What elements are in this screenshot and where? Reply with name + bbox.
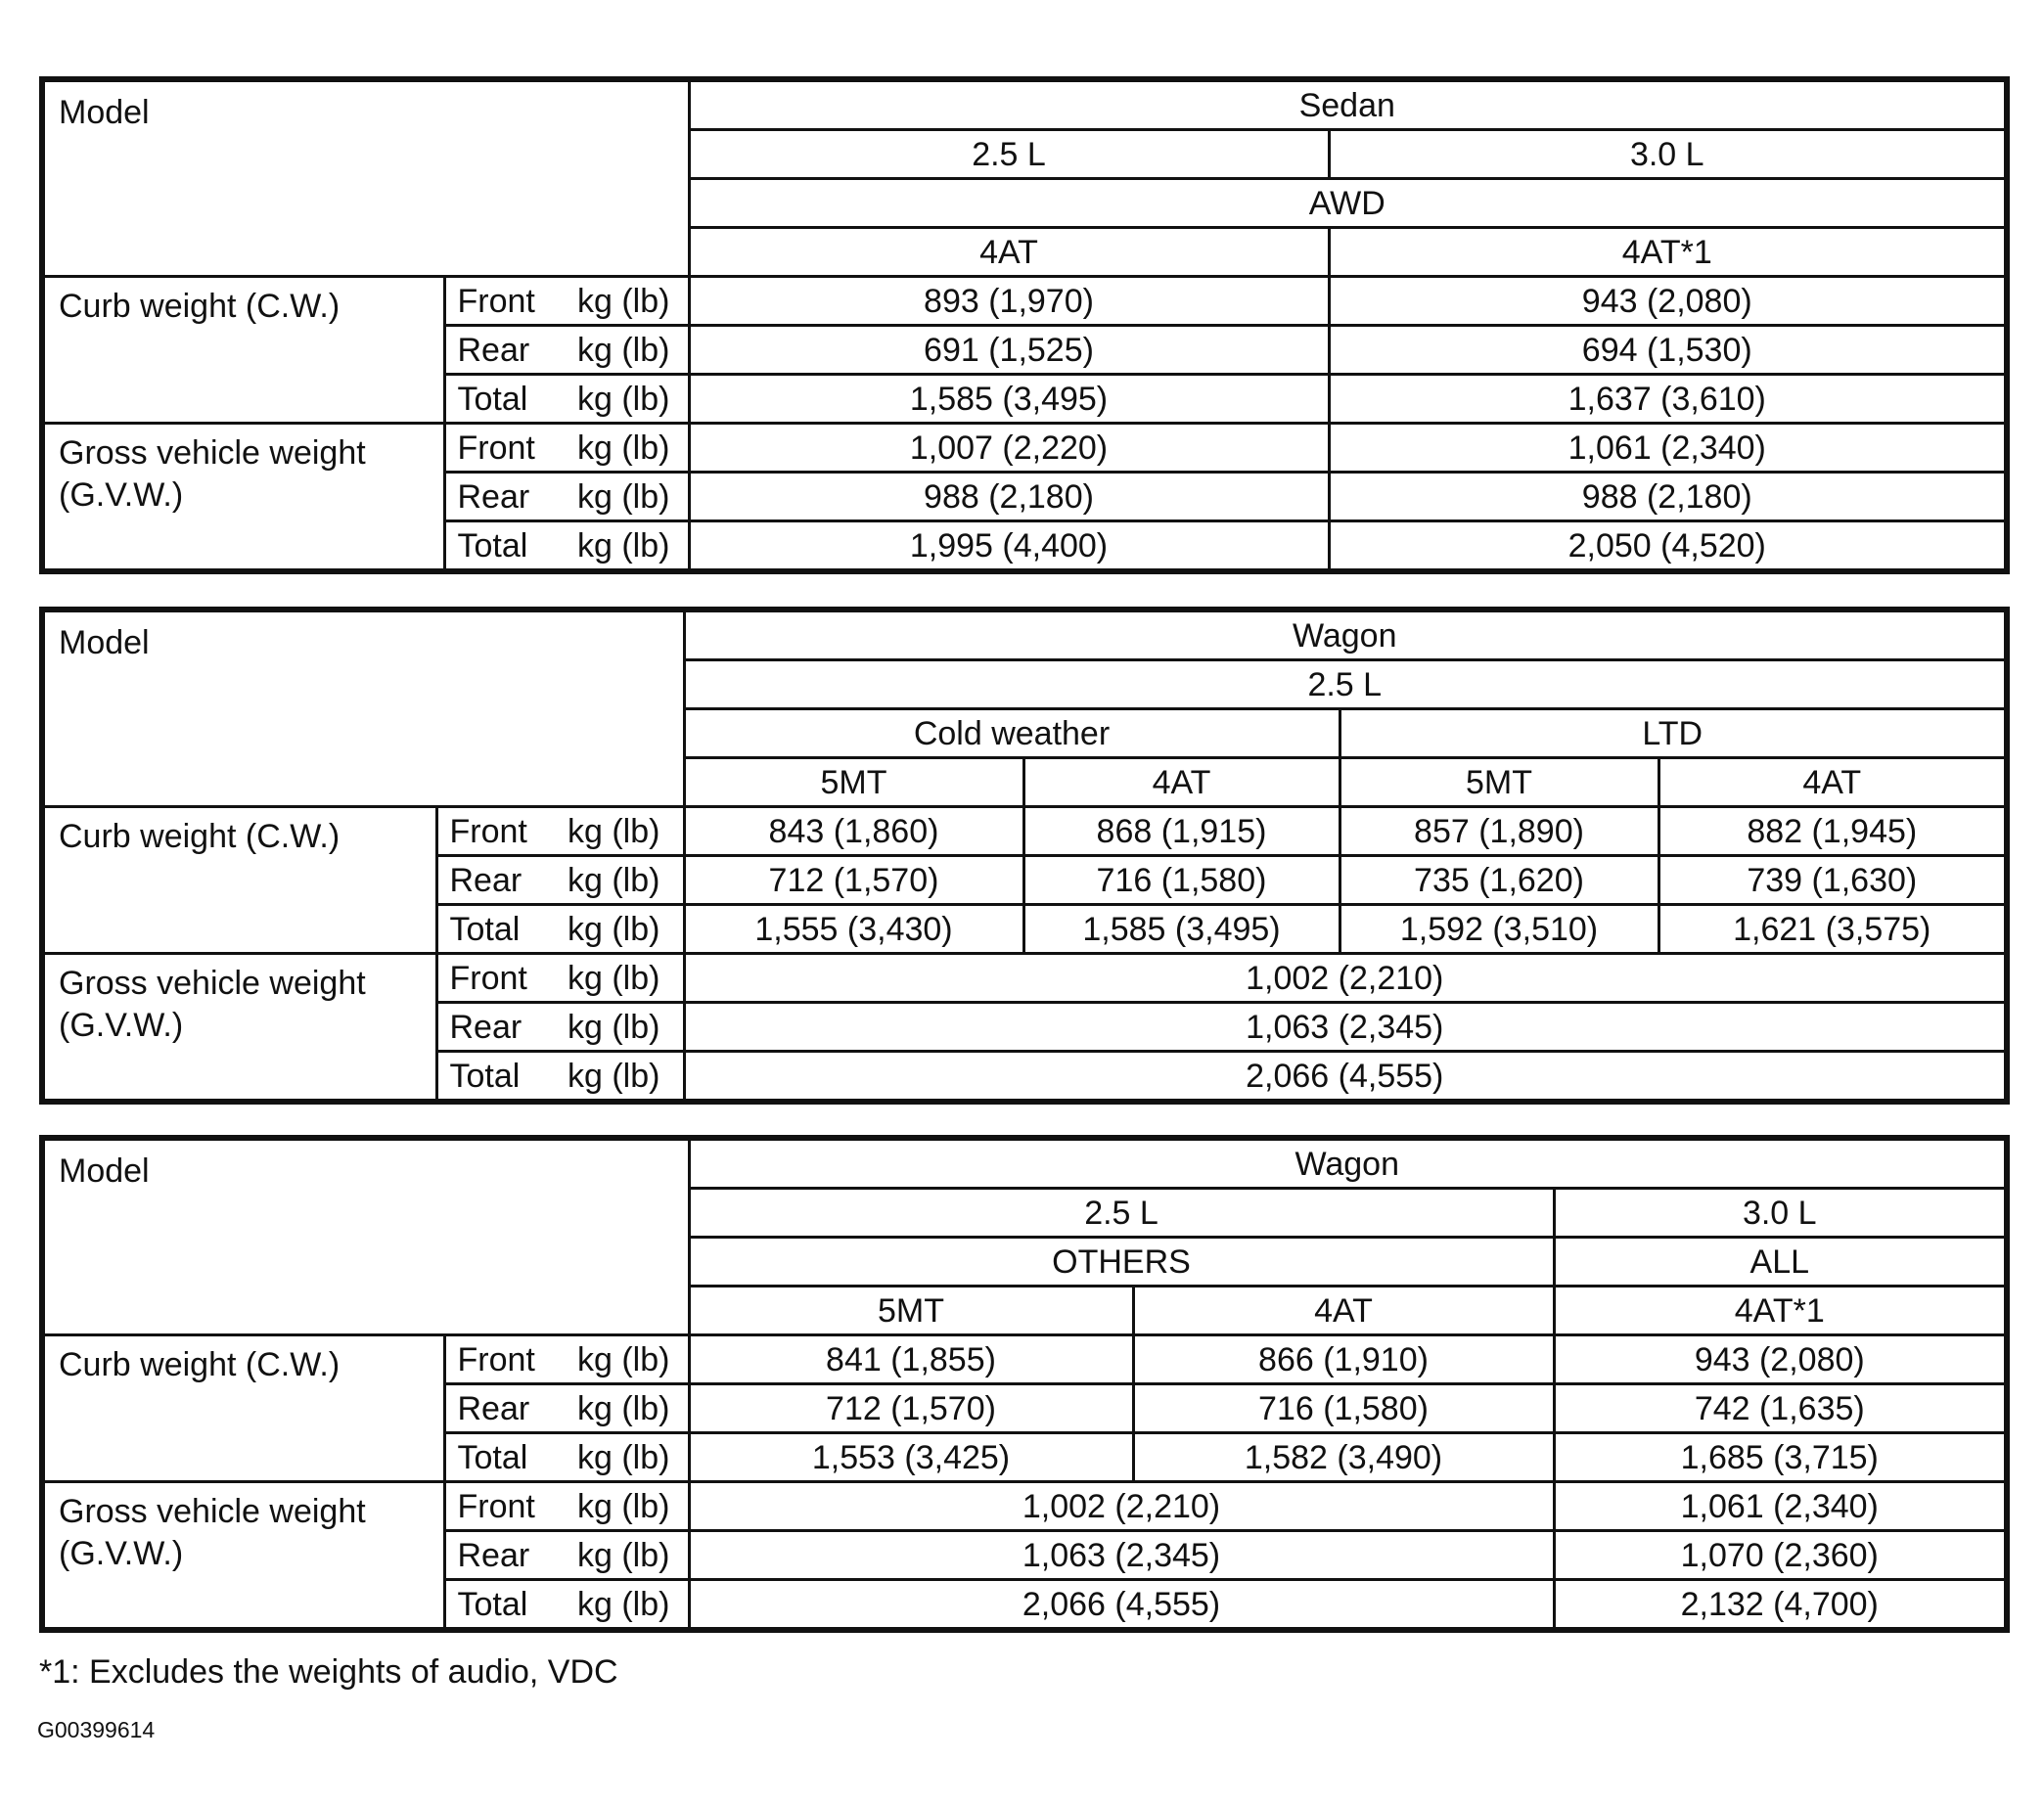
- value-cell: 943 (2,080): [1554, 1335, 2007, 1384]
- drive-header: AWD: [689, 179, 2007, 228]
- sedan-weight-table: [39, 76, 2010, 574]
- wagon-engine-weight-table: [39, 1135, 2010, 1633]
- figure-code: G00399614: [37, 1717, 156, 1742]
- unit-label: kg (lb): [571, 1531, 689, 1580]
- value-cell: 716 (1,580): [1133, 1384, 1554, 1433]
- position-label: Rear: [444, 473, 571, 521]
- body-type-header: Wagon: [689, 1138, 2007, 1189]
- value-cell: 1,063 (2,345): [684, 1003, 2007, 1052]
- value-cell: 843 (1,860): [684, 807, 1023, 856]
- position-label: Rear: [436, 856, 562, 905]
- body-type-header: Wagon: [684, 610, 2007, 660]
- value-cell: 735 (1,620): [1340, 856, 1658, 905]
- value-cell: 1,070 (2,360): [1554, 1531, 2007, 1580]
- transmission-header: 5MT: [689, 1287, 1133, 1335]
- table-row: [42, 807, 2007, 856]
- position-label: Total: [444, 1433, 571, 1482]
- body-type-header: Sedan: [689, 79, 2007, 130]
- position-label: Rear: [444, 326, 571, 375]
- value-cell: 1,007 (2,220): [689, 424, 1329, 473]
- unit-label: kg (lb): [571, 473, 689, 521]
- value-cell: 1,002 (2,210): [689, 1482, 1554, 1531]
- transmission-header: 4AT: [1133, 1287, 1554, 1335]
- transmission-header: 4AT: [1023, 758, 1340, 807]
- position-label: Total: [444, 1580, 571, 1631]
- table-row: [42, 424, 2007, 473]
- engine-header: 3.0 L: [1329, 130, 2007, 179]
- position-label: Total: [444, 521, 571, 572]
- value-cell: 893 (1,970): [689, 277, 1329, 326]
- value-cell: 988 (2,180): [689, 473, 1329, 521]
- unit-label: kg (lb): [571, 1482, 689, 1531]
- unit-label: kg (lb): [571, 1580, 689, 1631]
- gvw-label: Gross vehicle weight (G.V.W.): [42, 954, 436, 1103]
- value-cell: 1,995 (4,400): [689, 521, 1329, 572]
- value-cell: 1,061 (2,340): [1554, 1482, 2007, 1531]
- value-cell: 866 (1,910): [1133, 1335, 1554, 1384]
- table-row: [42, 79, 2007, 130]
- value-cell: 1,585 (3,495): [1023, 905, 1340, 954]
- position-label: Rear: [444, 1531, 571, 1580]
- value-cell: 1,555 (3,430): [684, 905, 1023, 954]
- value-cell: 739 (1,630): [1658, 856, 2007, 905]
- position-label: Front: [444, 424, 571, 473]
- position-label: Front: [444, 1335, 571, 1384]
- value-cell: 1,063 (2,345): [689, 1531, 1554, 1580]
- table-row: [42, 954, 2007, 1003]
- unit-label: kg (lb): [571, 1384, 689, 1433]
- transmission-header: 5MT: [1340, 758, 1658, 807]
- unit-label: kg (lb): [562, 1052, 684, 1103]
- value-cell: 857 (1,890): [1340, 807, 1658, 856]
- position-label: Rear: [444, 1384, 571, 1433]
- unit-label: kg (lb): [562, 807, 684, 856]
- unit-label: kg (lb): [571, 521, 689, 572]
- position-label: Total: [436, 905, 562, 954]
- grade-header: LTD: [1340, 709, 2007, 758]
- value-cell: 1,553 (3,425): [689, 1433, 1133, 1482]
- position-label: Total: [444, 375, 571, 424]
- position-label: Front: [444, 277, 571, 326]
- unit-label: kg (lb): [571, 326, 689, 375]
- value-cell: 1,061 (2,340): [1329, 424, 2007, 473]
- value-cell: 868 (1,915): [1023, 807, 1340, 856]
- table-row: [42, 1138, 2007, 1189]
- wagon-grade-weight-table: [39, 607, 2010, 1105]
- value-cell: 1,637 (3,610): [1329, 375, 2007, 424]
- value-cell: 694 (1,530): [1329, 326, 2007, 375]
- value-cell: 882 (1,945): [1658, 807, 2007, 856]
- footnote: *1: Excludes the weights of audio, VDC: [39, 1653, 618, 1691]
- table-row: [42, 277, 2007, 326]
- engine-header: 2.5 L: [689, 1189, 1554, 1238]
- value-cell: 2,066 (4,555): [689, 1580, 1554, 1631]
- value-cell: 712 (1,570): [684, 856, 1023, 905]
- transmission-header: 4AT: [689, 228, 1329, 277]
- transmission-header: 4AT*1: [1554, 1287, 2007, 1335]
- value-cell: 1,582 (3,490): [1133, 1433, 1554, 1482]
- value-cell: 1,685 (3,715): [1554, 1433, 2007, 1482]
- unit-label: kg (lb): [571, 1335, 689, 1384]
- model-label: Model: [42, 79, 689, 277]
- transmission-header: 4AT*1: [1329, 228, 2007, 277]
- value-cell: 1,002 (2,210): [684, 954, 2007, 1003]
- unit-label: kg (lb): [562, 905, 684, 954]
- table-row: [42, 610, 2007, 660]
- model-label: Model: [42, 1138, 689, 1335]
- position-label: Front: [444, 1482, 571, 1531]
- unit-label: kg (lb): [562, 856, 684, 905]
- transmission-header: 5MT: [684, 758, 1023, 807]
- model-label: Model: [42, 610, 684, 807]
- unit-label: kg (lb): [562, 1003, 684, 1052]
- gvw-label: Gross vehicle weight (G.V.W.): [42, 424, 444, 572]
- position-label: Total: [436, 1052, 562, 1103]
- unit-label: kg (lb): [571, 277, 689, 326]
- grade-header: ALL: [1554, 1238, 2007, 1287]
- engine-header: 2.5 L: [689, 130, 1329, 179]
- table-row: [42, 1335, 2007, 1384]
- position-label: Front: [436, 807, 562, 856]
- grade-header: OTHERS: [689, 1238, 1554, 1287]
- unit-label: kg (lb): [571, 424, 689, 473]
- curb-weight-label: Curb weight (C.W.): [42, 277, 444, 424]
- value-cell: 1,621 (3,575): [1658, 905, 2007, 954]
- value-cell: 2,066 (4,555): [684, 1052, 2007, 1103]
- value-cell: 2,050 (4,520): [1329, 521, 2007, 572]
- value-cell: 988 (2,180): [1329, 473, 2007, 521]
- value-cell: 841 (1,855): [689, 1335, 1133, 1384]
- value-cell: 1,592 (3,510): [1340, 905, 1658, 954]
- gvw-label: Gross vehicle weight (G.V.W.): [42, 1482, 444, 1631]
- curb-weight-label: Curb weight (C.W.): [42, 807, 436, 954]
- value-cell: 1,585 (3,495): [689, 375, 1329, 424]
- table-row: [42, 1482, 2007, 1531]
- value-cell: 943 (2,080): [1329, 277, 2007, 326]
- unit-label: kg (lb): [571, 1433, 689, 1482]
- position-label: Rear: [436, 1003, 562, 1052]
- transmission-header: 4AT: [1658, 758, 2007, 807]
- value-cell: 2,132 (4,700): [1554, 1580, 2007, 1631]
- grade-header: Cold weather: [684, 709, 1340, 758]
- value-cell: 716 (1,580): [1023, 856, 1340, 905]
- unit-label: kg (lb): [571, 375, 689, 424]
- unit-label: kg (lb): [562, 954, 684, 1003]
- curb-weight-label: Curb weight (C.W.): [42, 1335, 444, 1482]
- value-cell: 691 (1,525): [689, 326, 1329, 375]
- engine-header: 2.5 L: [684, 660, 2007, 709]
- engine-header: 3.0 L: [1554, 1189, 2007, 1238]
- value-cell: 712 (1,570): [689, 1384, 1133, 1433]
- position-label: Front: [436, 954, 562, 1003]
- value-cell: 742 (1,635): [1554, 1384, 2007, 1433]
